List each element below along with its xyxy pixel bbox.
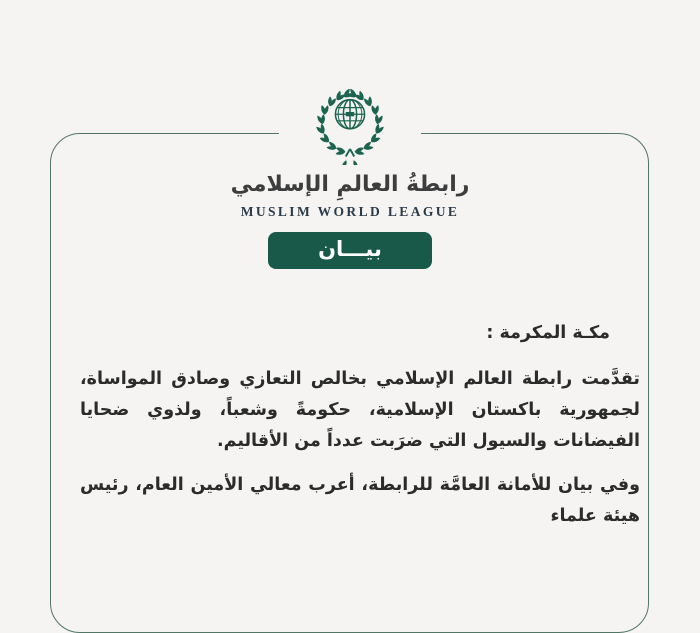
statement-paragraph: وفي بيان للأمانة العامَّة للرابطة، أعرب معالي الأمين العام، رئيس هيئة علماء — [80, 475, 640, 526]
statement-paragraph: تقدَّمت رابطة العالم الإسلامي بخالص التعازي وصادق المواساة، لجمهورية باكستان الإسلامية، حكومةً وشعباً، ولذوي ضحايا الفيضانات والسيول التي ضرَبت عدداً من الأقاليم. — [80, 369, 640, 451]
laurel-wreath-globe-icon — [303, 86, 397, 165]
location-heading: مكـة المكرمة : — [486, 323, 610, 343]
logo-block — [0, 86, 700, 269]
org-name-latin: MUSLIM WORLD LEAGUE — [240, 204, 460, 219]
statement-body — [80, 320, 640, 532]
statement-banner-label: بيـــان — [318, 236, 382, 261]
org-name-arabic-calligraphy: رابطةُ العالمِ الإسلامي — [230, 172, 470, 197]
statement-banner — [268, 232, 432, 269]
